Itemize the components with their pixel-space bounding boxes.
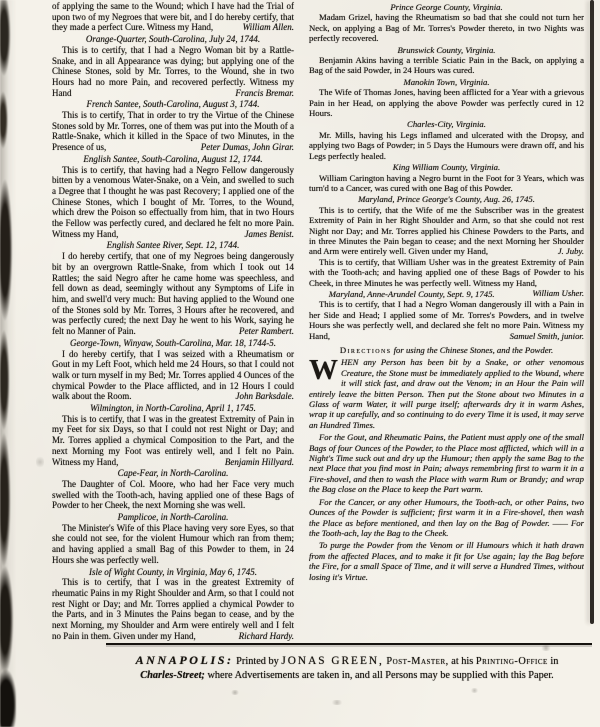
text-columns — [52, 1, 584, 641]
testimonial-text: Benjamin Akins having a terrible Sciatic Pain in the Back, on applying a Bag of the said Powder, in 24 Hours was cured. — [309, 55, 584, 76]
divider-rule — [106, 643, 592, 645]
signature: Peter Rambert. — [239, 326, 294, 337]
imprint-city: ANNAPOLIS: — [135, 653, 234, 667]
imprint-line2: where Advertisements are taken in, and all Persons may be supplied with this Paper. — [207, 669, 554, 681]
testimonial-text: This is to certify, that I was in the greatest Extremity of Pain in my Feet for six Days, so that I could not rest Night or Day; and Mr. Torres applied a chymical Composition to the Part, and the next Morning my Foot was entirely well, and I felt no Pain. Witness my Hand, — [52, 413, 294, 467]
dateline: Maryland, Prince George's County, Aug. 26, 1745. — [358, 194, 535, 205]
testimonial-text: This is to certify, that I was in the greatest Extremity of rheumatic Pains in my Right Shoulder and Arm, so that I could not rest Night or Day; and Mr. Torres applied a chymical Powder to the Parts, and in 3 Minutes the Pains began to cease, and by the next Morning, my Shoulder and Arm were entirely well and I felt no Pain in them. Given under my Hand, — [52, 577, 294, 641]
testimonial-text: of applying the same to the Wound; which I have had the Trial of upon two of my Negroes that were bit, and I do hereby certify, that they made a perfect Cure. Witness my Hand, — [52, 1, 294, 33]
testimonial-paragraph — [52, 251, 294, 337]
right-page-edge — [590, 0, 594, 624]
left-binding-shadow — [0, 0, 16, 727]
signature: James Benist. — [244, 228, 294, 239]
testimonial-text: This is to certify, that having had a Negro Fellow dangerously bitten by a venomous Water-Snake, on a Vein, and swelled to such a Degree that I thought he was past Recovery; I applied one of the Chinese Stones, which I bought of Mr. Torres, to the Wound, which drew the Poison so effectually from him, that in two Hours the Fellow was perfectly cured, and declared he felt no more Pain. Witness my Hand, — [52, 164, 294, 239]
dateline: French Santee, South-Carolina, August 3, 1744. — [86, 99, 260, 110]
signature: William Usher. — [532, 287, 584, 298]
testimonial-text: This is to certify, that William Usher was in the greatest Extremity of Pain with the Tooth-ach; and having applied one of these Bags of Powder to his Cheek, in three Minutes he was perfectly well. Witness my Hand, — [309, 256, 584, 288]
directions-paragraph — [309, 354, 584, 430]
signature: John Barksdale. — [235, 391, 294, 402]
testimonial-text: This is to certify, that I had a Negro Woman bit by a Rattle-Snake, and in all Appearance was dying; but applying one of the Chinese Stones, sold by Mr. Torres, to the Wound, she in two Hours had no more Pain, and recovered perfectly. Witness my Hand — [52, 44, 294, 98]
testimonial-paragraph — [309, 12, 584, 43]
testimonial-text: This is to certify, That in order to try the Virtue of the Chinese Stones sold by Mr. Torres, one of them was put into the Mouth of a Rattle-Snake, which it killed in the Space of two Minutes, in the Presence of us, — [52, 110, 294, 153]
signature: Richard Hardy. — [238, 630, 294, 641]
directions-paragraph — [309, 497, 584, 539]
drop-cap: W — [309, 354, 338, 387]
dateline: Cape-Fear, in North-Carolina. — [117, 468, 229, 479]
testimonial-paragraph — [309, 130, 584, 161]
directions-text: For the Cancer, or any other Humours, the Tooth-ach, or other Pains, two Ounces of the Powder is sufficient; first warm it in a Fire-shovel, then wash the Place as before mentioned, and then lay on the Bag of Powder. —— For the Tooth-ach, lay the Bag to the Cheek. — [309, 496, 584, 538]
dateline: Orange-Quarter, South-Carolina, July 24, 1744. — [85, 34, 261, 45]
scan-artifact — [330, 700, 344, 705]
scan-artifact — [230, 690, 240, 695]
testimonial-paragraph — [309, 87, 584, 118]
dateline: Wilmington, in North-Carolina, April 1, 1745. — [90, 403, 256, 414]
testimonial-paragraph — [309, 299, 584, 341]
dateline: King William County, Virginia. — [392, 162, 501, 173]
testimonial-text: I do hereby certify, that one of my Negroes being dangerously bit by an overgrown Rattle-Snake, from which I took out 14 Rattles; the said Negro after he came home was speechless, and fell down as dead, seemingly without any Symptoms of Life in him, and swell'd very much: But having applied to the Wound one of the Stones sold by Mr. Torres, 3 Hours after he recovered, and was perfectly cured; the next Day he went to his Work, saying he felt no Manner of Pain. — [52, 251, 294, 337]
signature: Peter Dumas, John Girar. — [200, 142, 294, 153]
dateline: George-Town, Winyaw, South-Carolina, Mar. 18, 1744-5. — [69, 337, 277, 348]
testimonial-paragraph — [52, 165, 294, 240]
directions-paragraph — [309, 540, 584, 582]
dateline: Charles-City, Virginia. — [407, 119, 486, 130]
testimonial-paragraph — [52, 523, 294, 566]
imprint-line1-end: in — [550, 656, 559, 667]
testimonial-paragraph — [52, 349, 294, 403]
directions-heading-rest: for using the Chinese Stones, and the Powder. — [391, 345, 554, 355]
testimonial-paragraph — [309, 173, 584, 194]
directions-heading — [309, 345, 584, 355]
dateline: English Santee, South-Carolina, August 12, 1744. — [83, 153, 263, 164]
dateline: Prince George County, Virginia. — [390, 2, 503, 12]
dateline: Brunswick County, Virginia. — [397, 44, 496, 55]
testimonial-text: The Daughter of Col. Moore, who had her Face very much swelled with the Tooth-ach, having applied one of these Bags of Powder to her Cheek, the next Morning she was well. — [52, 478, 294, 511]
testimonial-paragraph — [309, 55, 584, 76]
testimonial-paragraph — [52, 414, 294, 468]
directions-text: For the Gout, and Rheumatic Pains, the Patient must apply one of the small Bags of four Ounces of the Powder, to the Place most afflicted, which will in a Night's Time suck out and dry up the Humour; then apply the same Bag to the next Place that you find most in Pain; always remembring first to warm it in a Fire-shovel, and then to wash the Place with warm Rum or Brandy; and wrap the Bag close on the Place to keep the Part warm. — [309, 432, 584, 495]
testimonial-paragraph — [52, 45, 294, 99]
testimonial-text: I do hereby certify, that I was seized with a Rheumatism or Gout in my Left Foot, which held me 24 Hours, so that I could not walk or turn myself in my Bed; Mr. Torres applied 4 Ounces of the chymical Powder to the Place afflicted, and in 12 Hours I could walk about the Room. — [52, 348, 294, 402]
testimonial-text: The Wife of Thomas Jones, having been afflicted for a Year with a grievous Pain in her Head, on applying the above Powder was perfectly cured in 12 Hours. — [309, 87, 584, 119]
testimonial-text: This is to certify, that the Wife of me the Subscriber was in the greatest Extremity of Pain in her Right Shoulder and Arm, so that she could not rest Night nor Day; and Mr. Torres applied his Chinese Powders to the Parts, and in three Minutes the Pain began to cease; and the next Morning her Shoulder and Arm were entirely well. Given under my Hand, — [309, 204, 584, 257]
testimonial-text: William Carington having a Negro burnt in the Foot for 3 Years, which was turn'd to a Cancer, was cured with one Bag of this Powder. — [309, 172, 584, 193]
dateline: Maryland, Anne-Arundel County, Sept. 9, 1745. — [328, 288, 495, 299]
dateline: English Santee River, Sept. 12, 1744. — [106, 240, 240, 251]
dateline: Isle of Wight County, in Virginia, May 6, 1745. — [89, 566, 257, 577]
imprint-postmaster: Post-Master, — [386, 656, 449, 667]
testimonial-paragraph — [52, 577, 294, 641]
imprint-at-his: at his — [451, 656, 474, 667]
signature: J. Juby. — [557, 246, 584, 257]
right-column — [309, 1, 584, 641]
testimonial-text: This is to certify, that I had a Negro Woman dangerously ill with a Pain in her Side and Head; I applied some of Mr. Torres's Powders, and in twelve Hours she was perfectly well, and declared she felt no more Pain. Witness my Hand, — [309, 299, 584, 341]
testimonial-text: The Minister's Wife of this Place having very sore Eyes, so that she could not see, for the violent Humour which ran from them; and having applied a small Bag of this Powder to them, in 24 Hours she was perfectly well. — [52, 522, 294, 565]
imprint-printer-name: JONAS GREEN, — [281, 655, 384, 667]
signature: Francis Bremar. — [235, 87, 294, 98]
left-column — [52, 1, 294, 641]
signature: Benjamin Hillyard. — [224, 456, 294, 467]
testimonial-paragraph — [52, 479, 294, 511]
imprint-footer — [0, 643, 600, 682]
testimonial-paragraph — [52, 110, 294, 153]
dateline: Pamplicoe, in North-Carolina. — [117, 512, 229, 523]
scan-artifact — [470, 688, 479, 693]
imprint-text — [118, 654, 576, 682]
imprint-printed-by: Printed by — [236, 656, 279, 667]
directions-heading-lead: Directions — [339, 345, 392, 355]
imprint-office: Printing-Office — [475, 656, 548, 667]
testimonial-text: Mr. Mills, having his Legs inflamed and ulcerated with the Dropsy, and applying two Bags of Powder; in 5 Days the Humours were drawn off, and his Legs perfectly healed. — [309, 129, 584, 161]
directions-text: HEN any Person has been bit by a Snake, or other venomous Creature, the Stone must be immediately applied to the Wound, where it will stick fast, and draw out the Venom; in an Hour the Pain will entirely leave the bitten Person. Then put the Stone about two Minutes in a Glass of warm Water, it will purge itself; afterwards dry it in warm Ashes, wrap it up carefully, and so continuing to do every Time it is used, it may serve an Hundred Times. — [309, 357, 584, 430]
directions-paragraph — [309, 432, 584, 494]
testimonial-paragraph — [52, 1, 294, 33]
signature: William Allen. — [242, 22, 294, 33]
testimonial-text: Madam Grizel, having the Rheumatism so bad that she could not turn her Neck, on applying a Bag of Mr. Torres's Powder thereto, in two Nights was perfectly recovered. — [309, 12, 584, 44]
scan-artifact — [36, 455, 44, 469]
dateline: Manokin Town, Virginia. — [403, 76, 490, 87]
testimonial-paragraph — [309, 205, 584, 257]
directions-text: To purge the Powder from the Venom or ill Humours which it hath drawn from the affected Places, and to make it fit for Use again; lay the Bag before the Fire, for a small Space of Time, and it will serve a Hundred Times, without losing it's Virtue. — [309, 540, 584, 582]
signature: Samuel Smith, junior. — [509, 330, 584, 341]
imprint-street: Charles-Street; — [140, 669, 205, 681]
